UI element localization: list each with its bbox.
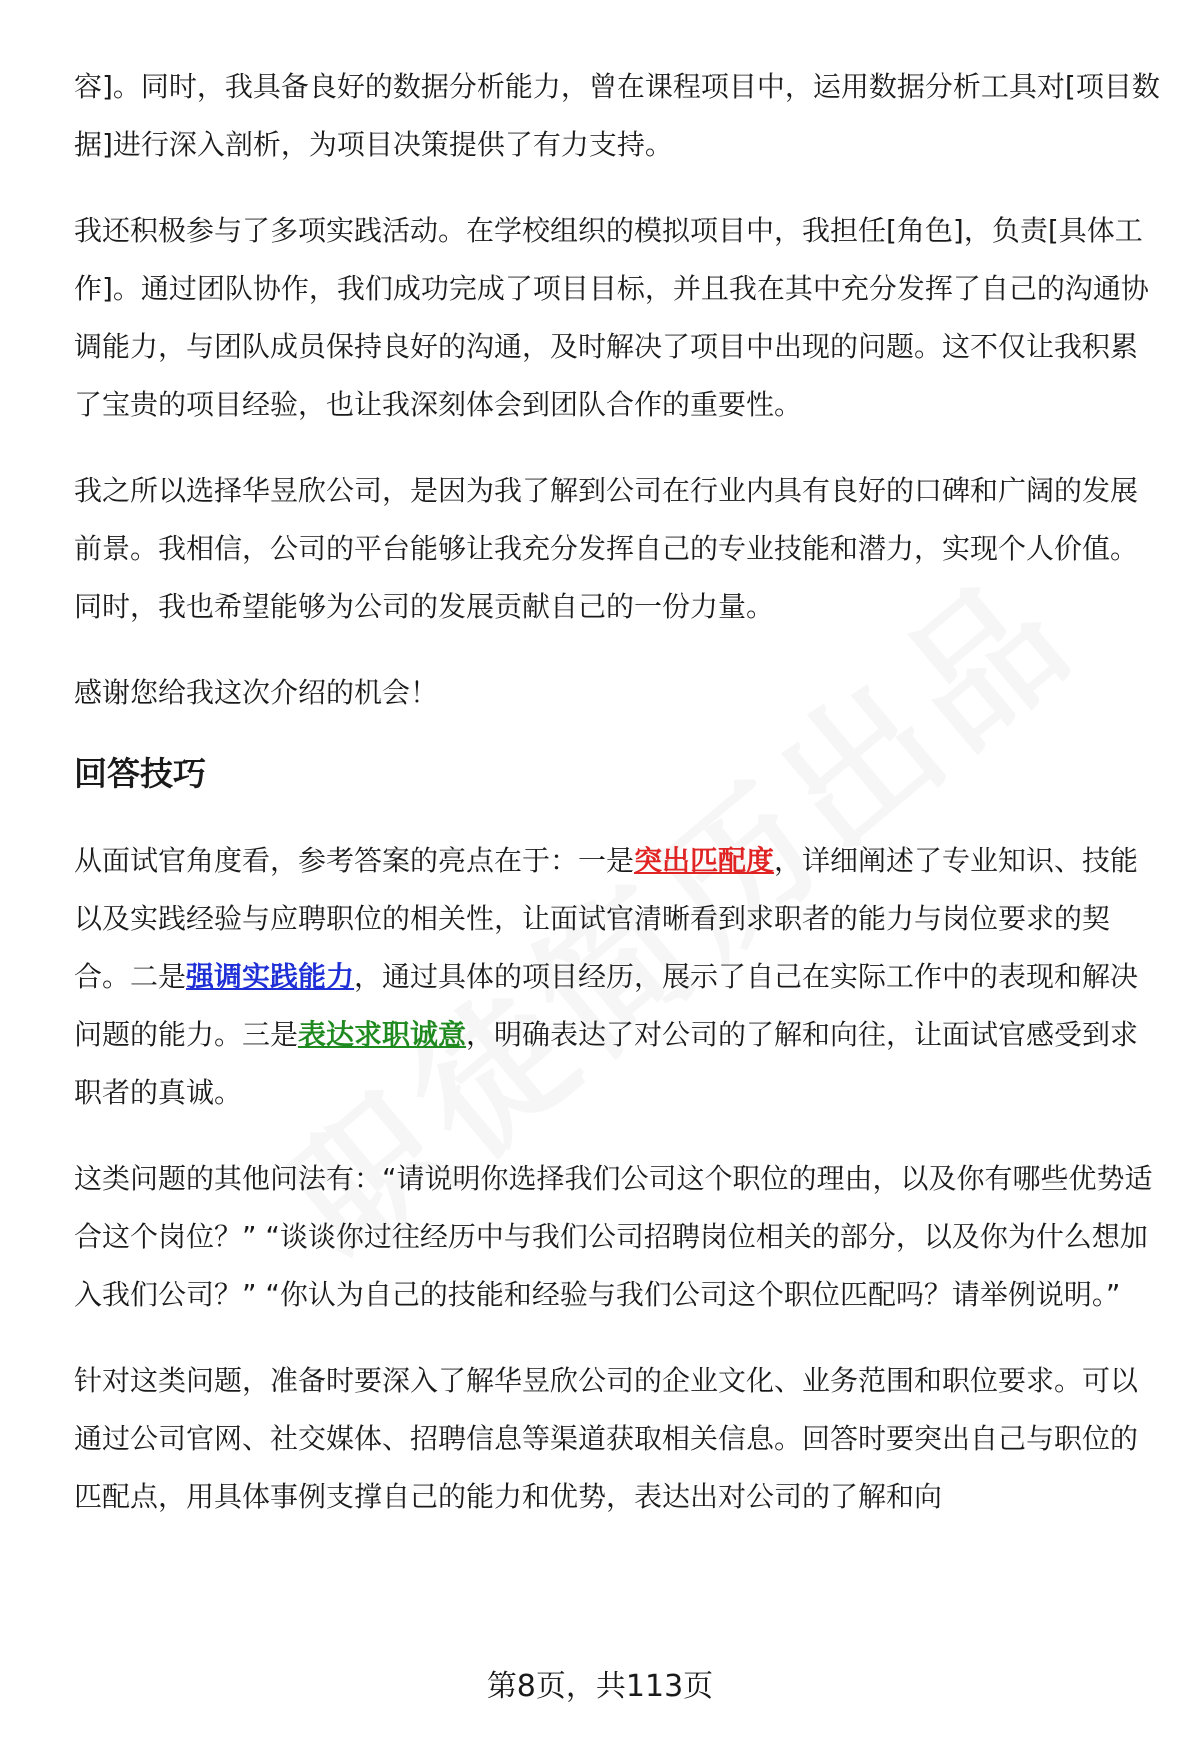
tips-after-3: ，明确表达了对公司的了解和向往，让面试官感受到求职者的真诚。	[74, 1018, 1139, 1109]
highlight-practice: 强调实践能力	[186, 960, 355, 993]
page-number-footer: 第8页，共113页	[486, 1669, 714, 1704]
paragraph-tips	[74, 832, 1160, 1122]
paragraph-preparation: 针对这类问题，准备时要深入了解华昱欣公司的企业文化、业务范围和职位要求。可以通过公司官网、社交媒体、招聘信息等渠道获取相关信息。回答时要突出自己与职位的匹配点，用具体事例支撑自己的能力和优势，表达出对公司的了解和向	[74, 1364, 1139, 1513]
paragraph-other-questions: 这类问题的其他问法有：“请说明你选择我们公司这个职位的理由，以及你有哪些优势适合这个岗位？” “谈谈你过往经历中与我们公司招聘岗位相关的部分，以及你为什么想加入我们公司？” “你认为自己的技能和经验与我们公司这个职位匹配吗？请举例说明。”	[74, 1162, 1153, 1311]
highlight-matching: 突出匹配度	[634, 844, 775, 877]
section-heading: 回答技巧	[74, 754, 206, 793]
paragraph-practice: 我还积极参与了多项实践活动。在学校组织的模拟项目中，我担任[角色]，负责[具体工作]。通过团队协作，我们成功完成了项目目标，并且我在其中充分发挥了自己的沟通协调能力，与团队成员保持良好的沟通，及时解决了项目中出现的问题。这不仅让我积累了宝贵的项目经验，也让我深刻体会到团队合作的重要性。	[74, 214, 1149, 421]
paragraph-company-choice: 我之所以选择华昱欣公司，是因为我了解到公司在行业内具有良好的口碑和广阔的发展前景。我相信，公司的平台能够让我充分发挥自己的专业技能和潜力，实现个人价值。同时，我也希望能够为公司的发展贡献自己的一份力量。	[74, 474, 1139, 623]
paragraph-thanks: 感谢您给我这次介绍的机会！	[74, 676, 439, 709]
tips-intro: 从面试官角度看，参考答案的亮点在于：一是	[74, 844, 635, 877]
tips-after-2: ，通过具体的项目经历，展示了自己在实际工作中的表现和解决问题的能力。三是	[74, 960, 1139, 1051]
paragraph-skills: 容]。同时，我具备良好的数据分析能力，曾在课程项目中，运用数据分析工具对[项目数据]进行深入剖析，为项目决策提供了有力支持。	[74, 70, 1160, 161]
tips-after-1: ，详细阐述了专业知识、技能以及实践经验与应聘职位的相关性，让面试官清晰看到求职者的能力与岗位要求的契合。二是	[74, 844, 1139, 993]
page-content	[74, 58, 1160, 1554]
highlight-sincerity: 表达求职诚意	[298, 1018, 467, 1051]
